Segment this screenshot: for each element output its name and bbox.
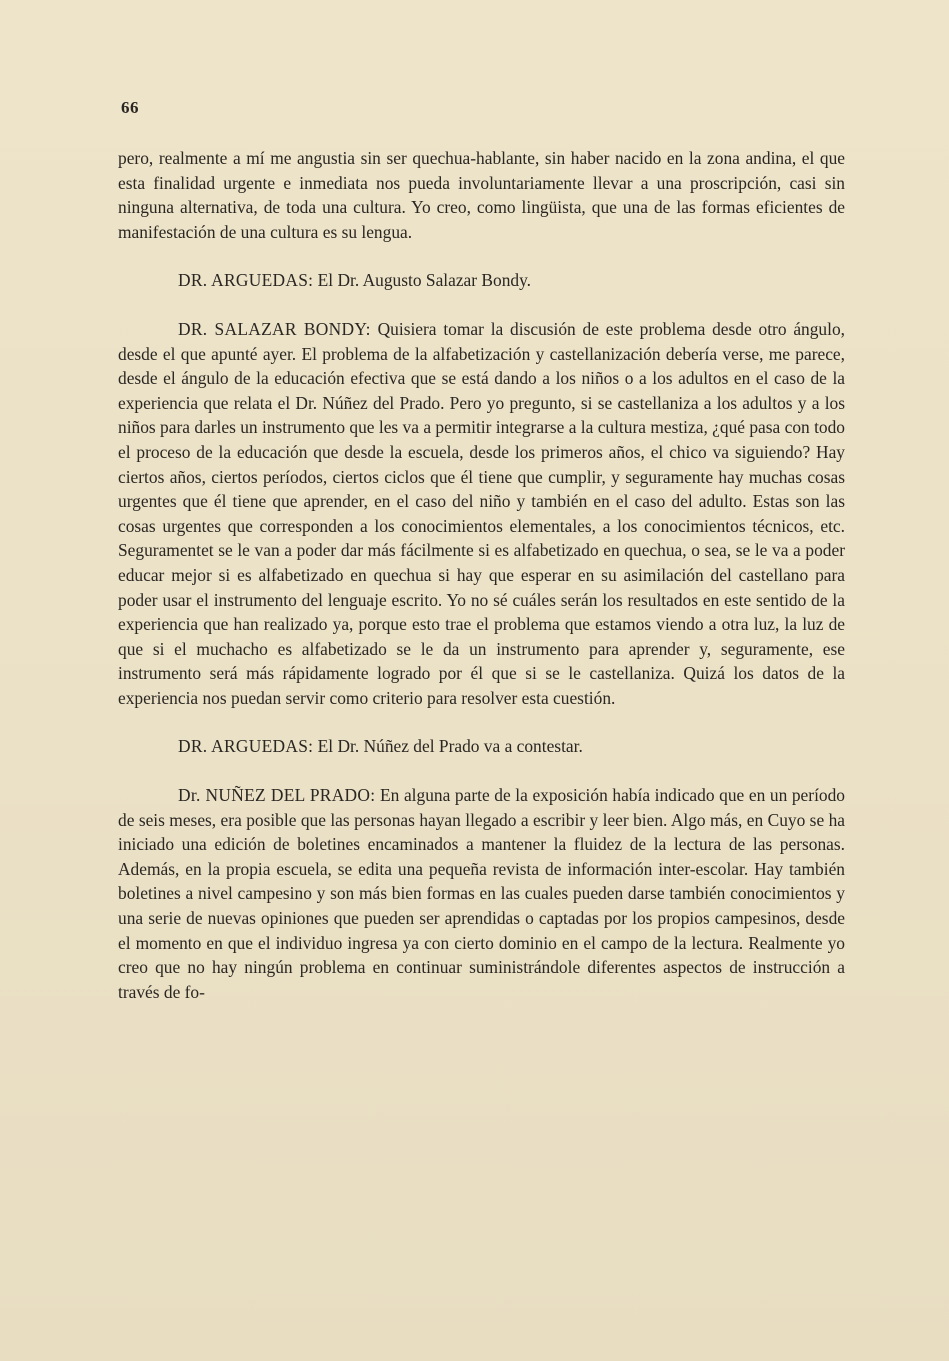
- paragraph-nunez-del-prado: [118, 783, 845, 1004]
- speaker-label: DR. ARGUEDAS:: [178, 270, 314, 291]
- body-text: [118, 146, 845, 1004]
- paragraph-arguedas-2: [118, 734, 845, 759]
- paragraph-text: Quisiera tomar la discusión de este problema desde otro ángulo, desde el que apunté ayer. El problema de la alfabetización y castellanización debería verse, me parece, desde el ángulo de la educación efectiva que se está dando a los niños o a los adultos en el caso de la experiencia que relata el Dr. Núñez del Prado. Pero yo pregunto, si se castellaniza a los adultos y a los niños para darles un instrumento que les va a permitir integrarse a la cultura mestiza, ¿qué pasa con todo el proceso de la educación que desde la escuela, desde los primeros años, el chico va siguiendo? Hay ciertos años, ciertos períodos, ciertos ciclos que él tiene que cumplir, y seguramente hay muchas cosas urgentes que él tiene que aprender, en el caso del niño y también en el caso del adulto. Estas son las cosas urgentes que corresponden a los conocimientos elementales, a los conocimientos técnicos, etc. Seguramentet se le van a poder dar más fácilmente si es alfabetizado en quechua, o sea, se le va a poder educar mejor si es alfabetizado en quechua si hay que esperar en su asimilación del castellano para poder usar el instrumento del lenguaje escrito. Yo no sé cuáles serán los resultados en este sentido de la experiencia que han realizado ya, porque esto trae el problema que estamos viendo a otra luz, la luz de que si el muchacho es alfabetizado se le da un instrumento para aprender y, seguramente, ese instrumento será más rápidamente logrado por él que si se le castellaniza. Quizá los datos de la experiencia nos puedan servir como criterio para resolver esta cuestión.: [118, 318, 845, 708]
- paragraph-arguedas-1: [118, 268, 845, 293]
- paragraph-text: En alguna parte de la exposición había indicado que en un período de seis meses, era posible que las personas hayan llegado a escribir y leer bien. Algo más, en Cuyo se ha iniciado una edición de boletines encaminados a mantener la fluidez de la lectura de las personas. Además, en la propia escuela, se edita una pequeña revista de información inter-escolar. Hay también boletines a nivel campesino y son más bien formas en las cuales pueden darse también conocimientos y una serie de nuevas opiniones que pueden ser aprendidas o captadas por los propios campesinos, desde el momento en que el individuo ingresa ya con cierto dominio en el campo de la lectura. Realmente yo creo que no hay ningún problema en continuar suministrándole diferentes aspectos de instrucción a través de fo-: [118, 785, 845, 1002]
- paragraph-salazar-bondy: [118, 317, 845, 711]
- page-number: 66: [121, 98, 139, 117]
- paragraph-text: pero, realmente a mí me angustia sin ser quechua-hablante, sin haber nacido en la zona andina, el que esta finalidad urgente e inmediata nos pueda involuntariamente llevar a una proscripción, casi sin ninguna alternativa, de toda una cultura. Yo creo, como lingüista, que una de las formas eficientes de manifestación de una cultura es su lengua.: [118, 148, 845, 242]
- paragraph-continuation: [118, 146, 845, 244]
- speaker-label: DR. SALAZAR BONDY:: [178, 318, 371, 339]
- speaker-label: Dr. NUÑEZ DEL PRADO:: [178, 785, 376, 806]
- speaker-label: DR. ARGUEDAS:: [178, 736, 314, 757]
- paragraph-text: El Dr. Núñez del Prado va a contestar.: [313, 736, 583, 757]
- paragraph-text: El Dr. Augusto Salazar Bondy.: [313, 270, 532, 291]
